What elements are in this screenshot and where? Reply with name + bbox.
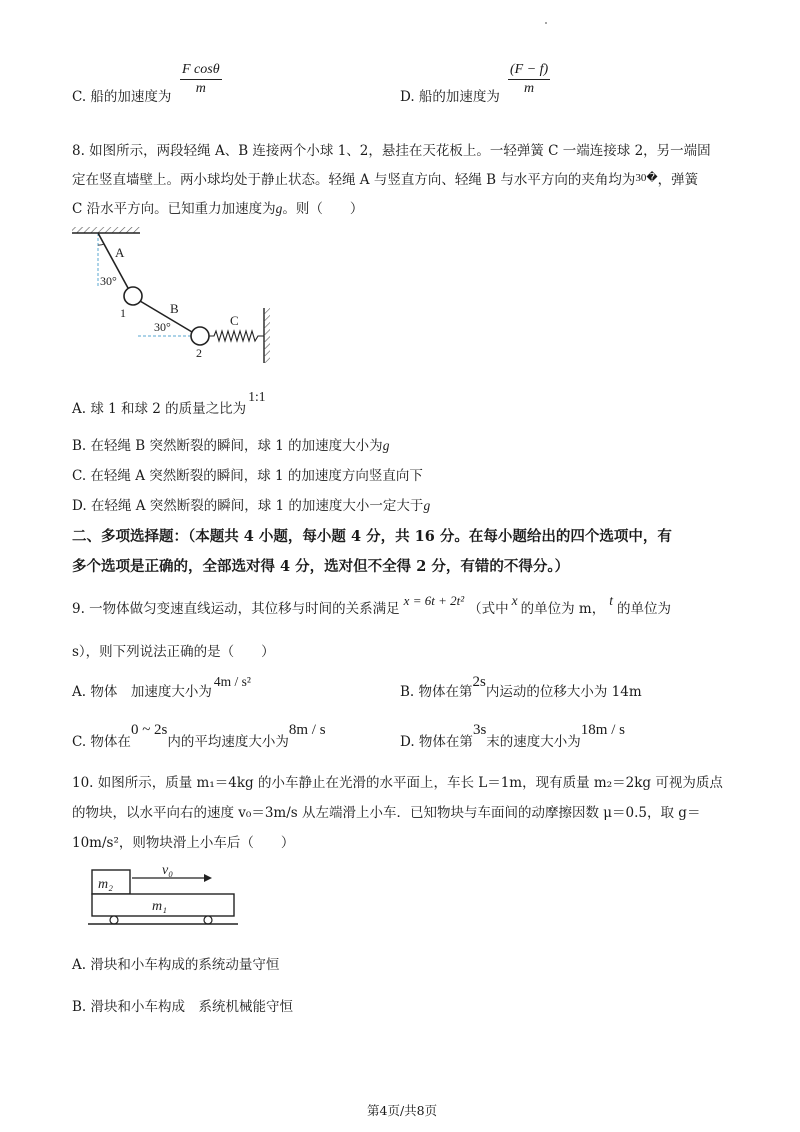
q8-option-a-text: A. 球 1 和球 2 的质量之比为 bbox=[72, 401, 247, 417]
q10-stem-line2: 的物块，以水平向右的速度 v₀＝3m/s 从左端滑上小车．已知物块与车面间的动摩擦因数 μ＝0.5，取 g＝ bbox=[72, 805, 701, 821]
mass-ratio-value: 1:1 bbox=[248, 389, 266, 404]
spring-c bbox=[209, 331, 264, 341]
cart-wheel-right bbox=[204, 916, 212, 924]
q8-angle-value: 30� bbox=[635, 172, 658, 184]
q8-stem-line1: 8. 如图所示，两段轻绳 A、B 连接两个小球 1、2，悬挂在天花板上。一轻弹簧 C 一端连接球 2，另一端固 bbox=[72, 143, 711, 159]
q9-option-c-value: 0 ~ 2s bbox=[130, 722, 168, 738]
block-m2-label: m₂ bbox=[98, 877, 113, 892]
section2-heading-line1: 二、多项选择题：（本题共 4 小题，每小题 4 分，共 16 分。在每小题给出的四个选项中，有 bbox=[72, 528, 672, 545]
q9-stem-line1 bbox=[72, 593, 671, 617]
q7-option-d-fraction bbox=[508, 62, 550, 97]
q8-stem-line2-tail: ，弹簧 bbox=[657, 172, 699, 188]
q8-stem-line3 bbox=[72, 197, 363, 217]
angle-a-label: 30° bbox=[100, 274, 117, 288]
ball-1-label: 1 bbox=[120, 306, 126, 320]
gravity-symbol: g bbox=[382, 438, 390, 453]
q9-stem-text-c: 的单位为 m， bbox=[520, 601, 606, 617]
fraction-numerator: F cosθ bbox=[180, 62, 222, 80]
var-x: x bbox=[511, 593, 518, 608]
q8-option-d bbox=[72, 494, 430, 514]
ball-2-label: 2 bbox=[196, 346, 202, 360]
angle-b-label: 30° bbox=[154, 320, 171, 334]
fraction-numerator: (F − f) bbox=[508, 62, 550, 80]
q9-option-d-text-a: D. 物体在第 bbox=[400, 734, 473, 750]
q9-stem-text-d: 的单位为 bbox=[616, 601, 671, 617]
q9-option-b-text-a: B. 物体在第 bbox=[400, 684, 473, 700]
ceiling-hatch bbox=[72, 227, 140, 233]
q8-figure bbox=[70, 225, 300, 365]
q8-stem-line3-tail: 。则（ ） bbox=[282, 201, 364, 217]
q8-option-b-text: B. 在轻绳 B 突然断裂的瞬间，球 1 的加速度大小为 bbox=[72, 438, 383, 454]
q9-stem-line2: s），则下列说法正确的是（ ） bbox=[72, 644, 275, 660]
q7-option-c-fraction bbox=[180, 62, 222, 97]
velocity-arrowhead bbox=[204, 874, 212, 882]
q9-option-c bbox=[72, 722, 326, 751]
q8-option-b bbox=[72, 434, 389, 454]
cart-wheel-left bbox=[110, 916, 118, 924]
q9-option-d-value: 3s bbox=[472, 722, 487, 738]
rope-b-label: B bbox=[170, 301, 179, 316]
q9-option-a-value: 4m / s² bbox=[213, 674, 251, 689]
angle-arc-a bbox=[98, 244, 104, 245]
gravity-symbol: g bbox=[275, 201, 283, 216]
q7-option-c-label: C. 船的加速度为 bbox=[72, 89, 172, 105]
q9-option-b-value: 2s bbox=[472, 674, 486, 690]
q9-option-d-value2: 18m / s bbox=[580, 722, 625, 738]
fraction-denominator: m bbox=[195, 81, 206, 96]
var-t: t bbox=[609, 593, 613, 608]
q10-figure bbox=[88, 862, 268, 932]
q9-formula: x = 6t + 2t² bbox=[403, 593, 465, 608]
cart-m1-label: m₁ bbox=[152, 899, 167, 914]
q8-option-a bbox=[72, 389, 266, 417]
q9-option-c-value2: 8m / s bbox=[288, 722, 326, 738]
q9-option-a-text: A. 物体 加速度大小为 bbox=[72, 684, 212, 700]
page-number-footer: 第4页/共8页 bbox=[367, 1103, 438, 1118]
q8-stem-line2-text: 定在竖直墙壁上。两小球均处于静止状态。轻绳 A 与竖直方向、轻绳 B 与水平方向的夹角均为 bbox=[72, 172, 636, 188]
gravity-symbol: g bbox=[423, 498, 431, 513]
q9-option-d-text-b: 末的速度大小为 bbox=[486, 734, 581, 750]
q8-option-c: C. 在轻绳 A 突然断裂的瞬间，球 1 的加速度方向竖直向下 bbox=[72, 468, 423, 484]
q9-option-c-text-b: 内的平均速度大小为 bbox=[167, 734, 289, 750]
section2-heading-line2: 多个选项是正确的，全部选对得 4 分，选对但不全得 2 分，有错的不得分。） bbox=[72, 558, 570, 575]
fraction-denominator: m bbox=[524, 81, 535, 96]
q10-stem-line3: 10m/s²，则物块滑上小车后（ ） bbox=[72, 835, 295, 851]
q8-stem-line2 bbox=[72, 168, 698, 188]
q9-option-b-text-b: 内运动的位移大小为 14m bbox=[485, 684, 642, 700]
ball-1 bbox=[124, 287, 142, 305]
q9-option-b bbox=[400, 674, 642, 701]
wall-hatch bbox=[264, 308, 270, 363]
q7-option-d-label: D. 船的加速度为 bbox=[400, 89, 500, 105]
q9-stem-text-a: 9. 一物体做匀变速直线运动，其位移与时间的关系满足 bbox=[72, 601, 400, 617]
q8-stem-line3-text: C 沿水平方向。已知重力加速度为 bbox=[72, 201, 276, 217]
q9-stem-text-b: （式中 bbox=[468, 601, 509, 617]
q9-option-c-text-a: C. 物体在 bbox=[72, 734, 131, 750]
q10-option-a: A. 滑块和小车构成的系统动量守恒 bbox=[72, 957, 280, 973]
scan-dot bbox=[545, 22, 547, 24]
q10-option-b: B. 滑块和小车构成 系统机械能守恒 bbox=[72, 999, 294, 1015]
q8-option-d-text: D. 在轻绳 A 突然断裂的瞬间，球 1 的加速度大小一定大于 bbox=[72, 498, 424, 514]
q9-option-a bbox=[72, 674, 251, 700]
rope-a-label: A bbox=[115, 245, 125, 260]
ball-2 bbox=[191, 327, 209, 345]
q9-option-d bbox=[400, 722, 625, 751]
velocity-label: v₀ bbox=[162, 863, 174, 878]
q10-stem-line1: 10. 如图所示，质量 m₁＝4kg 的小车静止在光滑的水平面上，车长 L＝1m，现有质量 m₂＝2kg 可视为质点 bbox=[72, 775, 723, 791]
spring-c-label: C bbox=[230, 313, 239, 328]
